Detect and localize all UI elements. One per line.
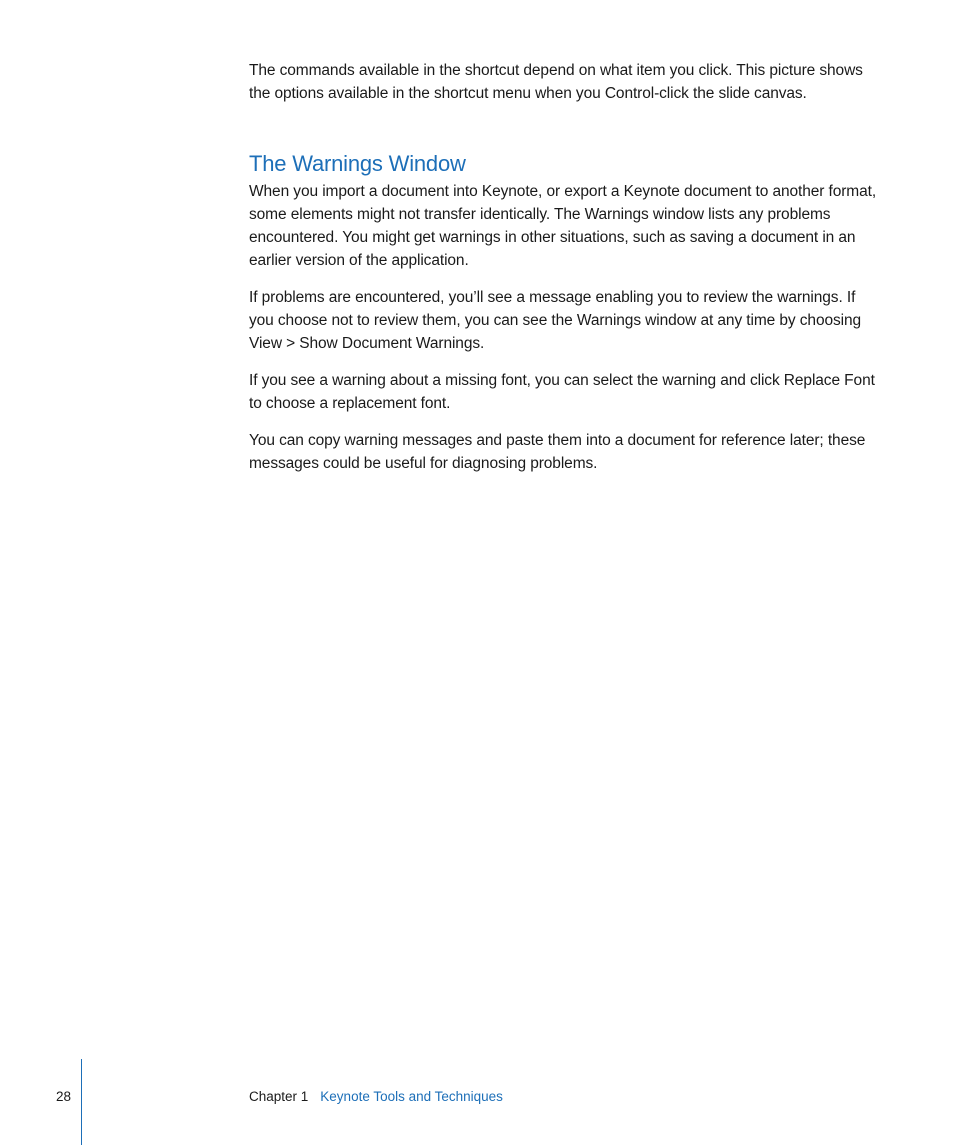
section-title: The Warnings Window bbox=[249, 151, 466, 176]
chapter-reference bbox=[249, 1086, 503, 1108]
page-footer bbox=[0, 1086, 954, 1108]
section-paragraph-3: If you see a warning about a missing font, you can select the warning and click Replace Font to choose a replacement font. bbox=[249, 372, 875, 412]
document-body bbox=[249, 59, 879, 475]
section-paragraph-1: When you import a document into Keynote, or export a Keynote document to another format, some elements might not transfer identically. The Warnings window lists any problems encountered. You might get warnings in other situations, such as saving a document in an earlier version of the application. bbox=[249, 183, 877, 269]
section-paragraph-2: If problems are encountered, you’ll see a message enabling you to review the warnings. If you choose not to review them, you can see the Warnings window at any time by choosing View > Show Document Warnings. bbox=[249, 289, 862, 352]
footer-divider bbox=[81, 1059, 82, 1145]
chapter-label: Chapter 1 bbox=[249, 1089, 309, 1104]
intro-paragraph: The commands available in the shortcut depend on what item you click. This picture shows the options available in the shortcut menu when you Control-click the slide canvas. bbox=[249, 62, 863, 102]
section-paragraph-4: You can copy warning messages and paste them into a document for reference later; these messages could be useful for diagnosing problems. bbox=[249, 432, 866, 472]
chapter-title-link[interactable]: Keynote Tools and Techniques bbox=[320, 1089, 503, 1104]
page-number: 28 bbox=[56, 1089, 72, 1104]
